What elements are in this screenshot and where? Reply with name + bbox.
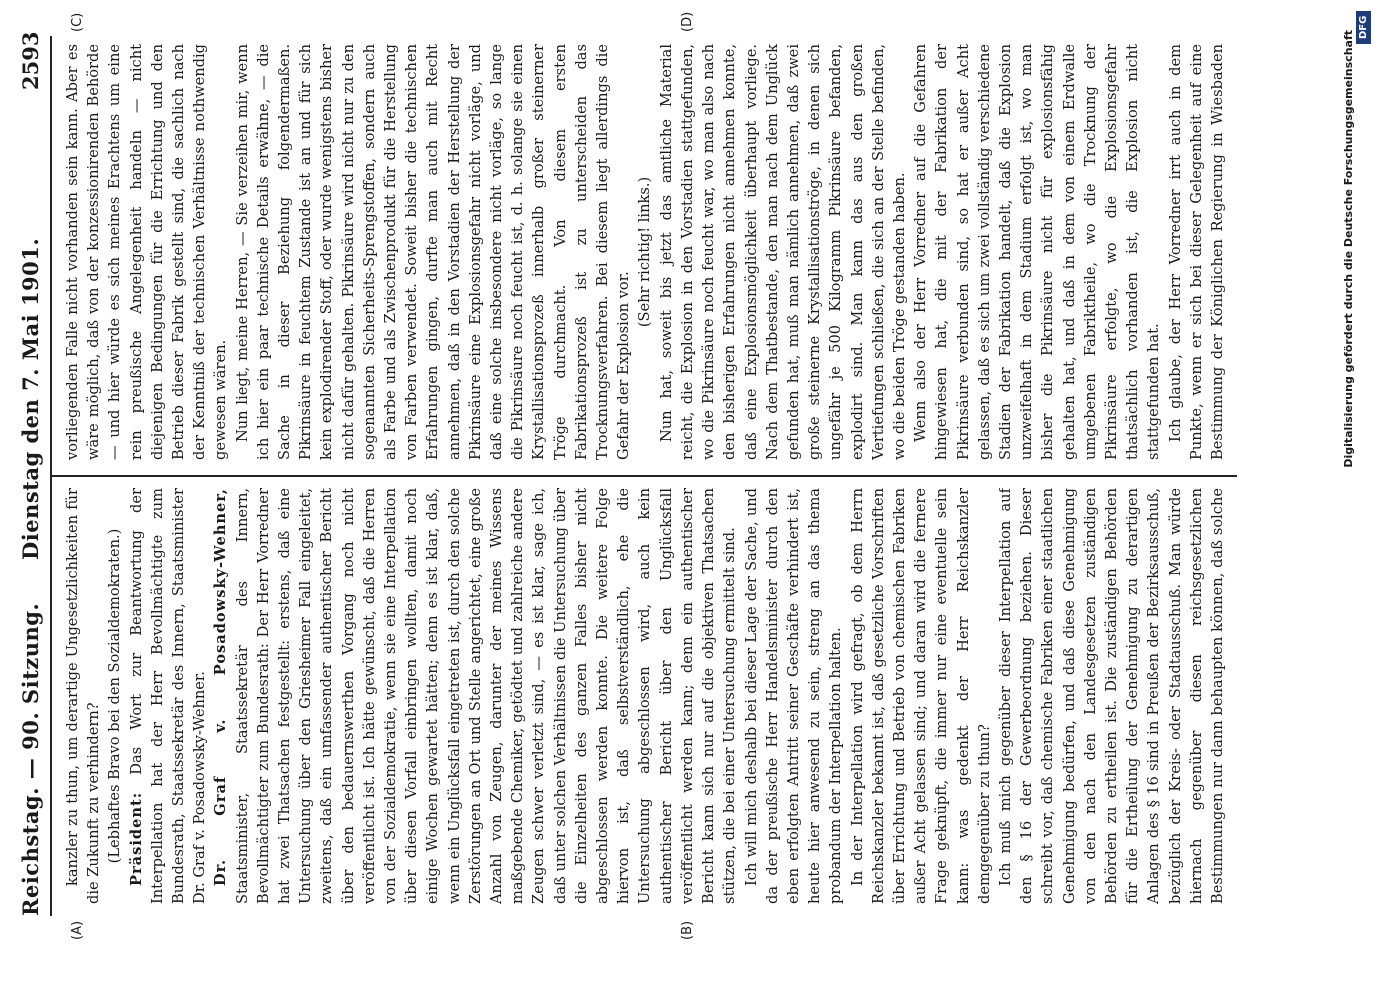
speech-text: Staatsminister, Staatssekretär des Innern, Bevollmächtigter zum Bundesrath: Der Herr Vorredner hat zwei Thatsachen festgestellt: erstens, daß eine Untersuchung über den Griesheimer Fall eingeleitet, zweitens, daß ein umfassender authentischer Bericht über den bedauernswerthen Vorgang noch nicht veröffentlicht ist. Ich hätte gewünscht, daß die Herren von der Sozialdemokratie, wenn sie eine Interpellation über diesen Vorfall einbringen wollten, damit noch einige Wochen gewartet hätten; denn es ist klar, daß, wenn ein Unglücksfall eingetreten ist, durch den solche Zerstörungen an Ort und Stelle angerichtet, eine große Anzahl von Zeugen, darunter der meines Wissens maßgebende Chemiker, getödtet und zahlreiche andere Zeugen schwer verletzt sind, — es ist klar, sage ich, daß unter solchen Verhältnissen die Untersuchung über die Einzelheiten des ganzen Falles bisher nicht abgeschlossen werden konnte. Die weitere Folge hiervon ist, daß selbstverständlich, ehe die Untersuchung abgeschlossen wird, auch kein authentischer Bericht über den Unglücksfall veröffentlicht werden kann; denn ein authentischer Bericht kann sich nur auf die objektiven Thatsachen stützen, die bei einer Untersuchung ermittelt sind. [233,488,739,904]
paragraph [126,488,211,904]
paragraph: Ich muß mich gegenüber dieser Interpellation auf den § 16 der Gewerbeordnung beziehen. Dieser schreibt vor, daß chemische Fabriken einer staatlichen Genehmigung bedürfen, und daß diese Genehmigung von den nach den Landesgesetzen zuständigen Behörden zu ertheilen ist. Die zuständigen Behörden für die Ertheilung der Genehmigung zu derartigen Anlagen des § 16 sind in Preußen der Bezirksausschuß, bezüglich der Kreis- oder Stadtausschuß. Man würde hiernach gegenüber diesen reichsgesetzlichen Bestimmungen nur dann behaupten können, daß solche [996,488,1226,904]
speaker-name: Präsident: [127,791,145,886]
paragraph: Nun hat, soweit bis jetzt das amtliche Material reicht, die Explosion in den Vorstadien stattgefunden, wo die Pikrinsäure noch feucht war, wo man also nach den bisherigen Erfahrungen nicht annehmen konnte, daß eine Explosionsmöglichkeit überhaupt vorliege. Nach dem Thatbestande, den man nach dem Unglück gefunden hat, muß man nämlich annehmen, daß zwei große steinerne Krystallisationströge, in denen sich ungefähr je 500 Kilogramm Pikrinsäure befanden, explodirt sind. Man kann das aus den großen Vertiefungen schließen, die sich an der Stelle befinden, wo die beiden Tröge gestanden haben. [657,44,908,460]
paragraph [210,488,740,904]
column-divider [52,475,1237,477]
margin-mark-a: (A) [70,920,85,940]
interjection: (Lebhaftes Bravo bei den Sozialdemokraten.) [106,528,124,864]
paragraph: Nun liegt, meine Herren, — Sie verzeihen mir, wenn ich hier ein paar technische Details erwähne, — die Sache in dieser Beziehung folgendermaßen. Pikrinsäure in feuchtem Zustande ist an und für sich kein explodirender Stoff, oder wurde wenigstens bisher nicht dafür gehalten. Pikrinsäure wird nicht nur zu den sogenannten Sicherheits-Sprengstoffen, sondern auch als Farbe und als Zwischenprodukt für die Herstellung von Farben verwendet. Soweit bisher die technischen Erfahrungen gingen, durfte man auch mit Recht annehmen, daß in den Vorstadien der Herstellung der Pikrinsäure eine Explosionsgefahr nicht vorläge, und daß eine solche insbesondere nicht vorläge, so lange die Pikrinsäure noch feucht ist, d. h. solange sie einen Krystallisationsprozeß innerhalb großer steinerner Tröge durchmacht. Von diesem ersten Fabrikationsprozeß ist zu unterscheiden das Trocknungsverfahren. Bei diesem liegt allerdings die Gefahr der Explosion vor. [233,44,633,460]
left-text-column [62,488,1232,904]
page-header [0,0,52,1000]
dfg-logo: DFG [1356,11,1371,44]
paragraph: Ich will mich deshalb bei dieser Lage der Sache, und da der preußische Herr Handelsminister durch den eben erfolgten Antritt seiner Geschäfte verhindert ist, heute hier anwesend zu sein, streng an das thema probandum der Interpellation halten. [742,488,845,904]
right-text-column [62,44,1232,460]
speech-text: Das Wort zur Beantwortung der Interpellation hat der Herr Bevollmächtigte zum Bundesrath, Staatssekretär des Innern, Staatsminister Dr. Graf v. Posadowsky-Wehner. [127,488,209,904]
margin-mark-c: (C) [70,12,85,32]
paragraph: Wenn also der Herr Vorredner auf die Gefahren hingewiesen hat, die mit der Fabrikation der Pikrinsäure verbunden sind, so hat er außer Acht gelassen, daß es sich um zwei vollständig verschiedene Stadien der Fabrikation handelt, daß die Explosion unzweifelhaft in dem Stadium erfolgt ist, wo man bisher die Pikrinsäure nicht für explosionsfähig gehalten hat, und daß in dem von einem Erdwalle umgebenen Fabriktheile, wo die Trocknung der Pikrinsäure erfolgte, wo die Explosionsgefahr thatsächlich vorhanden ist, die Explosion nicht stattgefunden hat. [912,44,1163,460]
header-date: Dienstag den 7. Mai 1901. [18,237,43,560]
interjection: (Sehr richtig! links.) [636,176,654,328]
paragraph: In der Interpellation wird gefragt, ob dem Herrn Reichskanzler bekannt ist, daß gesetzliche Vorschriften über Errichtung und Betrieb von chemischen Fabriken außer Acht gelassen sind; und daran wird die fernere Frage geknüpft, die immer nur eine eventuelle sein kann: was gedenkt der Herr Reichskanzler demgegenüber zu thun? [848,488,993,904]
header-session: Reichstag. — 90. Sitzung. [18,602,43,916]
margin-mark-d: (D) [680,11,695,32]
paragraph: Ich glaube, der Herr Vorredner irrt auch in dem Punkte, wenn er sich bei dieser Gelegenheit auf eine Bestimmung der Königlichen Regierung in Wiesbaden [1166,44,1226,460]
page-number: 2593 [18,31,43,90]
paragraph: vorliegenden Falle nicht vorhanden sein kann. Aber es wäre möglich, daß von der konzessionirenden Behörde — und hier würde es sich meines Erachtens um eine rein preußische Angelegenheit handeln — nicht diejenigen Bedingungen für die Errichtung und den Betrieb dieser Fabrik gestellt sind, die sachlich nach der Kenntniß der technischen Verhältnisse nothwendig gewesen wären. [64,44,230,460]
speaker-name: Dr. Graf v. Posadowsky-Wehner, [212,488,230,886]
digitization-credit: Digitalisierung gefördert durch die Deutsche Forschungsgemeinschaft [1342,30,1355,468]
paragraph: kanzler zu thun, um derartige Ungesetzlichkeiten für die Zukunft zu verhindern? [64,488,103,904]
margin-mark-b: (B) [680,920,695,940]
